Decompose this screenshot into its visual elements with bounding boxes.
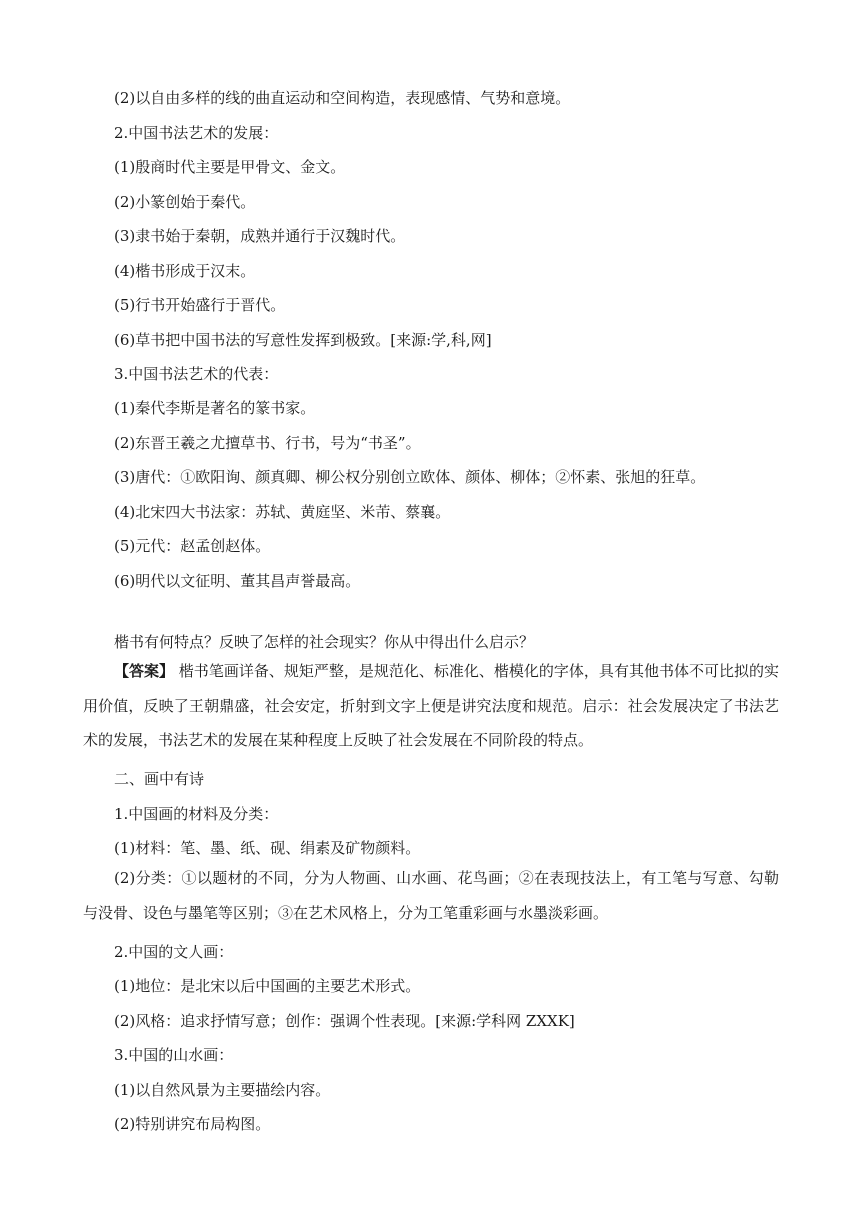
text-line: (5)行书开始盛行于晋代。 xyxy=(114,296,286,314)
section-heading: 二、画中有诗 xyxy=(114,770,205,788)
text-line: (1)殷商时代主要是甲骨文、金文。 xyxy=(114,158,346,176)
text-line: (1)秦代李斯是著名的篆书家。 xyxy=(114,399,316,417)
text-line: (4)北宋四大书法家：苏轼、黄庭坚、米芾、蔡襄。 xyxy=(114,503,451,521)
text-line: (1)材料：笔、墨、纸、砚、绢素及矿物颜料。 xyxy=(114,839,421,857)
text-line: 2.中国的文人画： xyxy=(114,943,234,961)
text-line: (2)小篆创始于秦代。 xyxy=(114,193,256,211)
answer-text: 楷书笔画详备、规矩严整，是规范化、标准化、楷模化的字体，具有其他书体不可比拟的实用价值，反映了王朝鼎盛，社会安定，折射到文字上便是讲究法度和规范。启示：社会发展决定了书法艺术的发展，书法艺术的发展在某种程度上反映了社会发展在不同阶段的特点。 xyxy=(83,662,779,749)
answer-paragraph xyxy=(83,654,779,758)
text-line: (3)唐代：①欧阳询、颜真卿、柳公权分别创立欧体、颜体、柳体；②怀素、张旭的狂草。 xyxy=(114,468,706,486)
text-line: (2)东晋王羲之尤擅草书、行书，号为“书圣”。 xyxy=(114,434,421,452)
text-line: (4)楷书形成于汉末。 xyxy=(114,262,256,280)
answer-label: 【答案】 xyxy=(114,662,175,680)
text-line: 3.中国书法艺术的代表： xyxy=(114,365,279,383)
text-line: (2)特别讲究布局构图。 xyxy=(114,1115,271,1133)
text-line: 2.中国书法艺术的发展： xyxy=(114,124,279,142)
text-line: (1)地位：是北宋以后中国画的主要艺术形式。 xyxy=(114,977,421,995)
classification-paragraph: (2)分类：①以题材的不同，分为人物画、山水画、花鸟画；②在表现技法上，有工笔与写意、勾勒与没骨、设色与墨笔等区别；③在艺术风格上，分为工笔重彩画与水墨淡彩画。 xyxy=(83,869,779,922)
text-line: (6)明代以文征明、董其昌声誉最高。 xyxy=(114,572,361,590)
text-line: (1)以自然风景为主要描绘内容。 xyxy=(114,1081,331,1099)
text-line: 3.中国的山水画： xyxy=(114,1046,234,1064)
text-line: (3)隶书始于秦朝，成熟并通行于汉魏时代。 xyxy=(114,227,406,245)
text-line: (5)元代：赵孟创赵体。 xyxy=(114,537,271,555)
text-line: (6)草书把中国书法的写意性发挥到极致。[来源:学,科,网] xyxy=(114,331,492,349)
text-line: 1.中国画的材料及分类： xyxy=(114,805,279,823)
question-text: 楷书有何特点？反映了怎样的社会现实？你从中得出什么启示？ xyxy=(114,633,535,651)
text-line: (2)风格：追求抒情写意；创作：强调个性表现。[来源:学科网 ZXXK] xyxy=(114,1012,575,1030)
text-line: (2)以自由多样的线的曲直运动和空间构造，表现感情、气势和意境。 xyxy=(114,89,571,107)
